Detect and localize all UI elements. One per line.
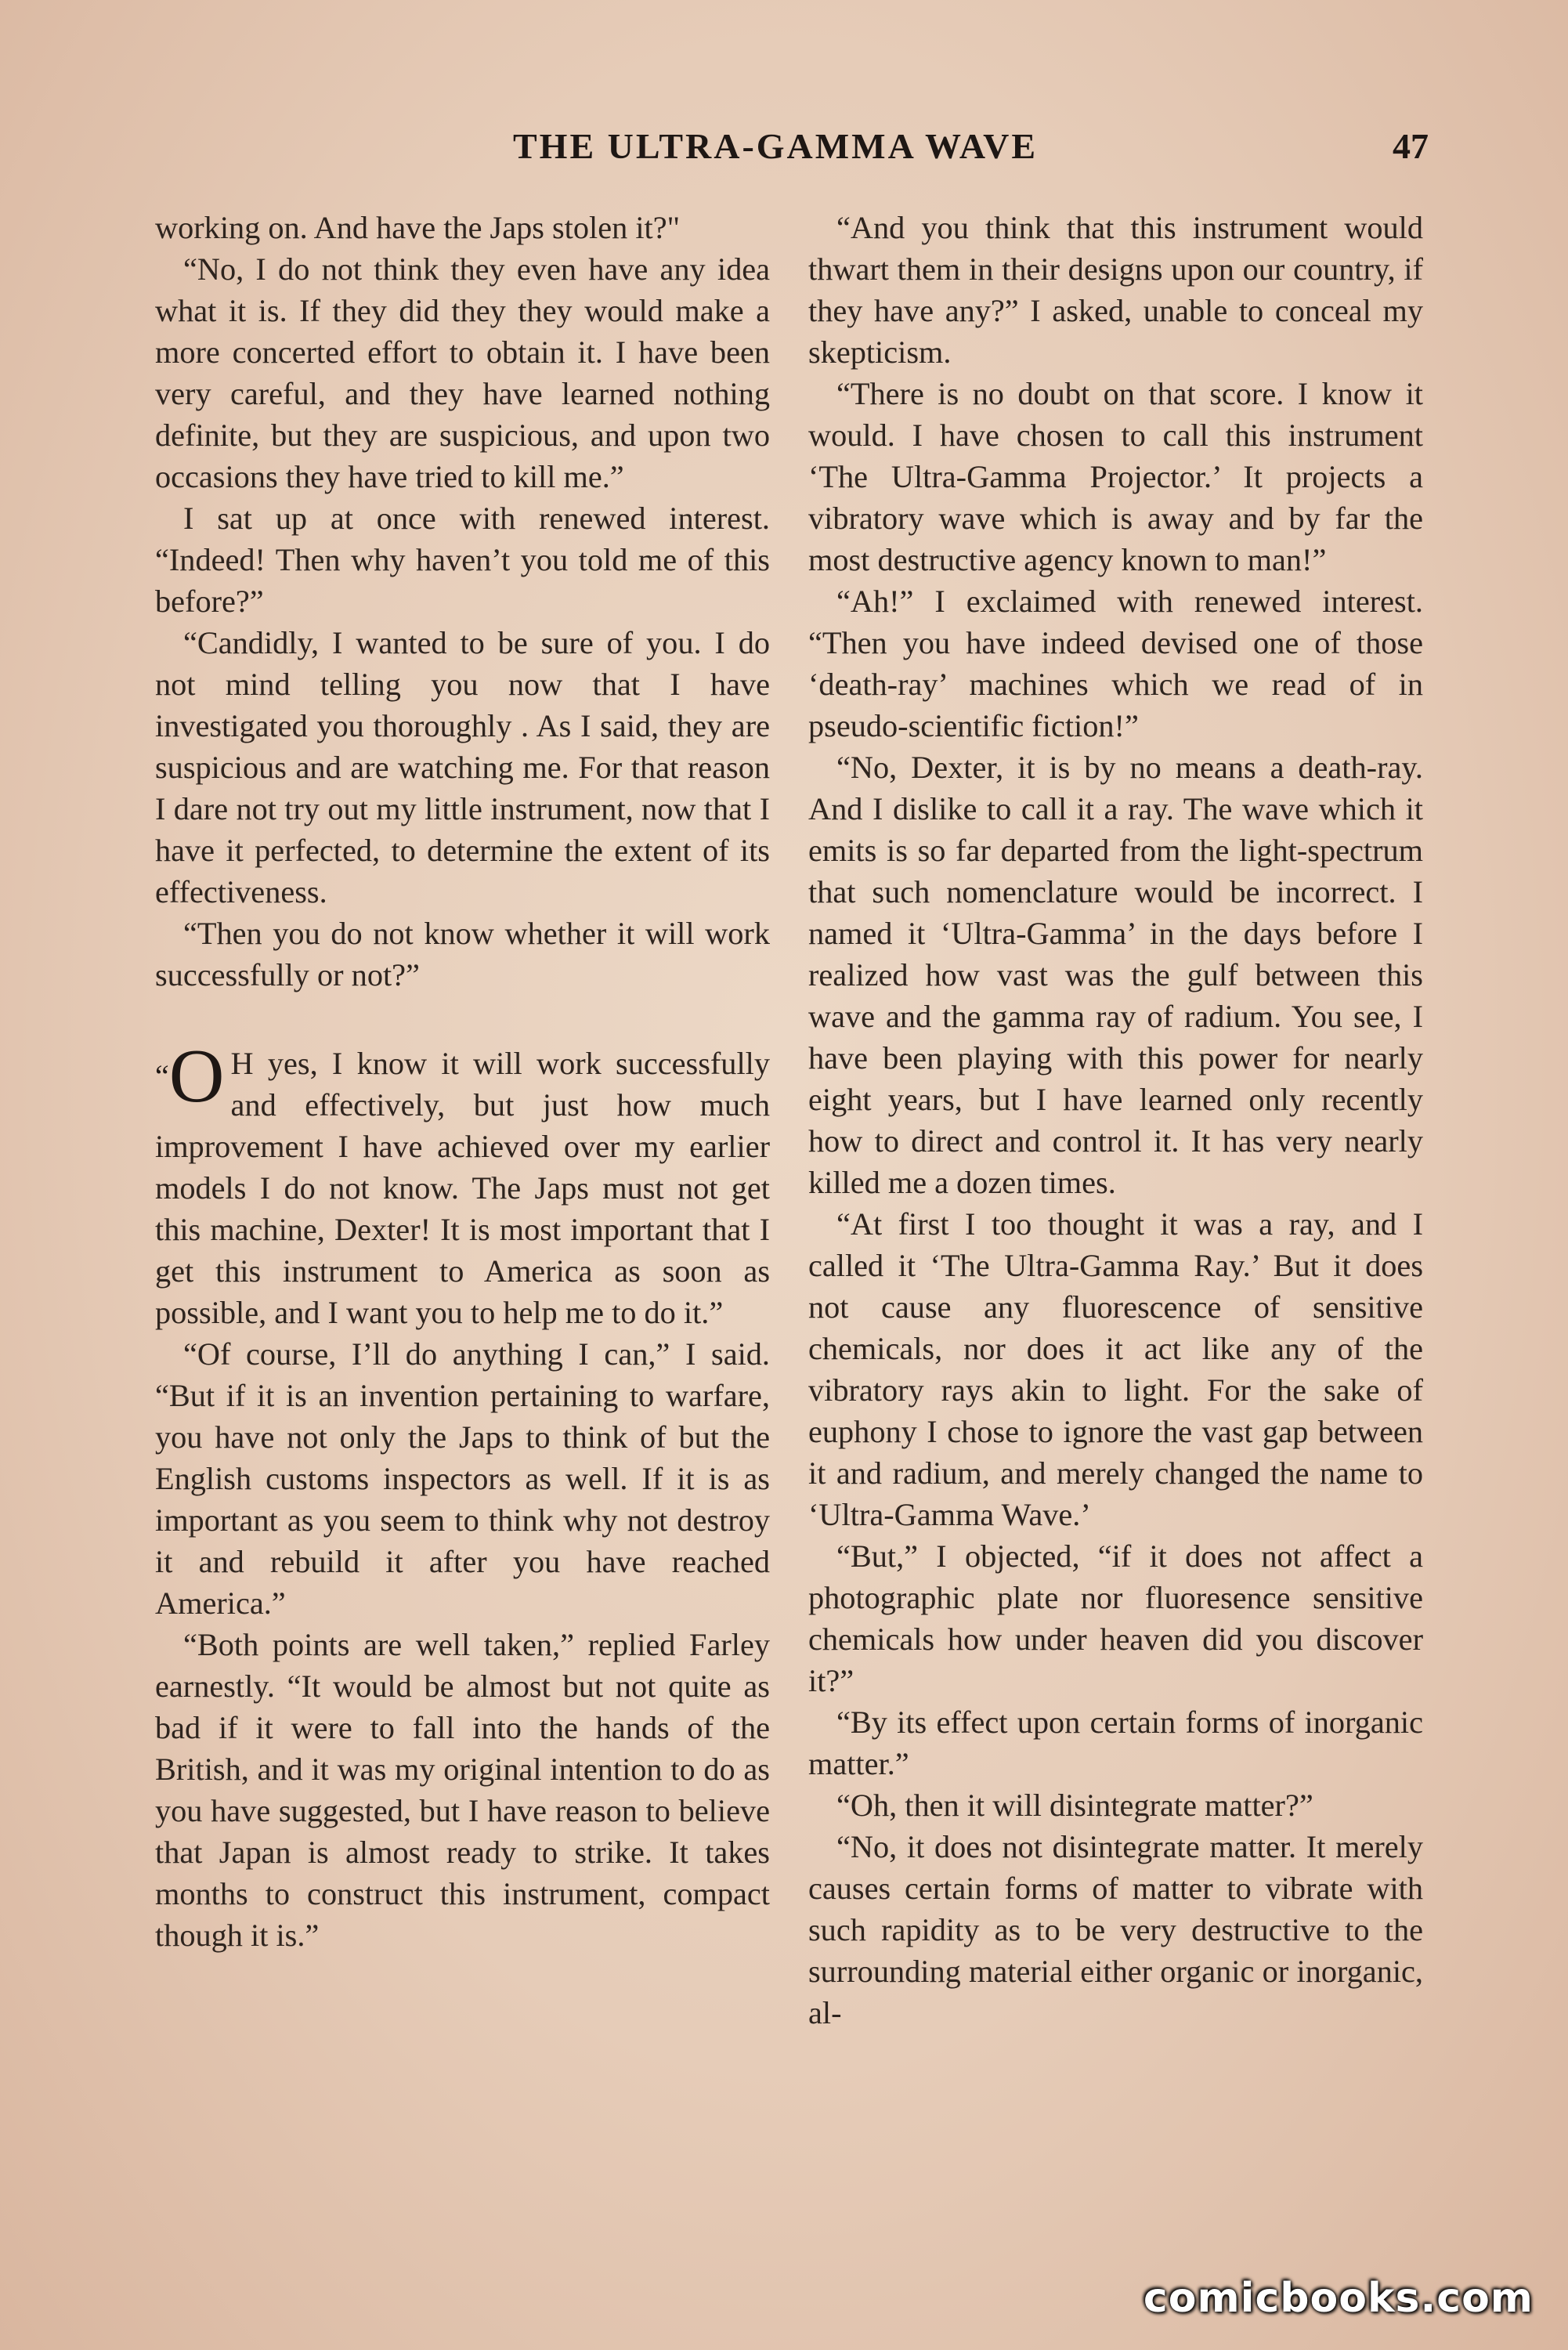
paragraph: “No, I do not think they even have any idea what it is. If they did they they would make a more concerted effort to obtain it. I have been very careful, and they have learned nothing definite, but they are suspicious, and upon two occasions they have tried to kill me.”	[155, 251, 770, 494]
drop-cap-letter: O	[168, 1034, 225, 1119]
paragraph: “Candidly, I wanted to be sure of you. I do not mind telling you now that I have investigated you thoroughly . As I said, they are suspicious and are watching me. For that reason I dare not try out my little instrument, now that I have it perfected, to determine the extent of its effectiveness.	[155, 625, 770, 909]
paragraph: I sat up at once with renewed interest. “Indeed! Then why haven’t you told me of this before?”	[155, 501, 770, 619]
paragraph: “No, it does not disintegrate matter. It merely causes certain forms of matter to vibrate with such rapidity as to be very destructive to the surrounding material either organic or inorganic, al-	[808, 1829, 1423, 2030]
paragraph: “Of course, I’ll do anything I can,” I said. “But if it is an invention pertaining to warfare, you have not only the Japs to think of but the English customs inspectors as well. If it is as important as you seem to think why not destroy it and rebuild it after you have reached America.”	[155, 1336, 770, 1621]
drop-cap-quote: “	[155, 1058, 169, 1094]
site-watermark: comicbooks.com	[1143, 2275, 1534, 2322]
paragraph: “Then you do not know whether it will work successfully or not?”	[155, 916, 770, 992]
left-column	[155, 207, 770, 2212]
paragraph: “By its effect upon certain forms of inorganic matter.”	[808, 1705, 1423, 1781]
section-opening-paragraph	[155, 1034, 770, 1333]
paragraph-text: H yes, I know it will work successfully and effectively, but just how much improvement I have achieved over my earlier models I do not know. The Japs must not get this machine, Dexter! It is most important that I get this instrument to America as soon as possible, and I want you to help me to do it.”	[155, 1046, 770, 1330]
page-header	[0, 125, 1568, 180]
paragraph: “Oh, then it will disintegrate matter?”	[836, 1788, 1313, 1823]
page-number: 47	[1393, 126, 1429, 166]
paragraph: “At first I too thought it was a ray, and I called it ‘The Ultra-Gamma Ray.’ But it does not cause any fluorescence of sensitive chemicals, nor does it act like any of the vibratory rays akin to light. For the sake of euphony I chose to ignore the vast gap between it and radium, and merely changed the name to ‘Ultra-Gamma Wave.’	[808, 1206, 1423, 1532]
paragraph: “No, Dexter, it is by no means a death-ray. And I dislike to call it a ray. The wave which it emits is so far departed from the light-spectrum that such nomenclature would be incorrect. I named it ‘Ultra-Gamma’ in the days before I realized how vast was the gulf between this wave and the gamma ray of radium. You see, I have been playing with this power for nearly eight years, but I have learned only recently how to direct and control it. It has very nearly killed me a dozen times.	[808, 750, 1423, 1200]
paragraph: “Ah!” I exclaimed with renewed interest. “Then you have indeed devised one of those ‘death-ray’ machines which we read of in pseudo-scientific fiction!”	[808, 584, 1423, 743]
paragraph: working on. And have the Japs stolen it?"	[155, 210, 681, 245]
paragraph: “And you think that this instrument would thwart them in their designs upon our country, if they have any?” I asked, unable to conceal my skepticism.	[808, 210, 1423, 370]
right-column	[808, 207, 1423, 2212]
paragraph: “Both points are well taken,” replied Farley earnestly. “It would be almost but not quite as bad if it were to fall into the hands of the British, and it was my original intention to do as you have suggested, but I have reason to believe that Japan is almost ready to strike. It takes months to construct this instrument, compact though it is.”	[155, 1627, 770, 1953]
paragraph: “But,” I objected, “if it does not affect a photographic plate nor fluoresence sensitive chemicals how under heaven did you discover it?”	[808, 1538, 1423, 1698]
running-title: THE ULTRA-GAMMA WAVE	[513, 126, 1039, 166]
paragraph: “There is no doubt on that score. I know it would. I have chosen to call this instrument ‘The Ultra-Gamma Projector.’ It projects a vibratory wave which is away and by far the most destructive agency known to man!”	[808, 376, 1423, 577]
drop-cap	[155, 1034, 225, 1119]
